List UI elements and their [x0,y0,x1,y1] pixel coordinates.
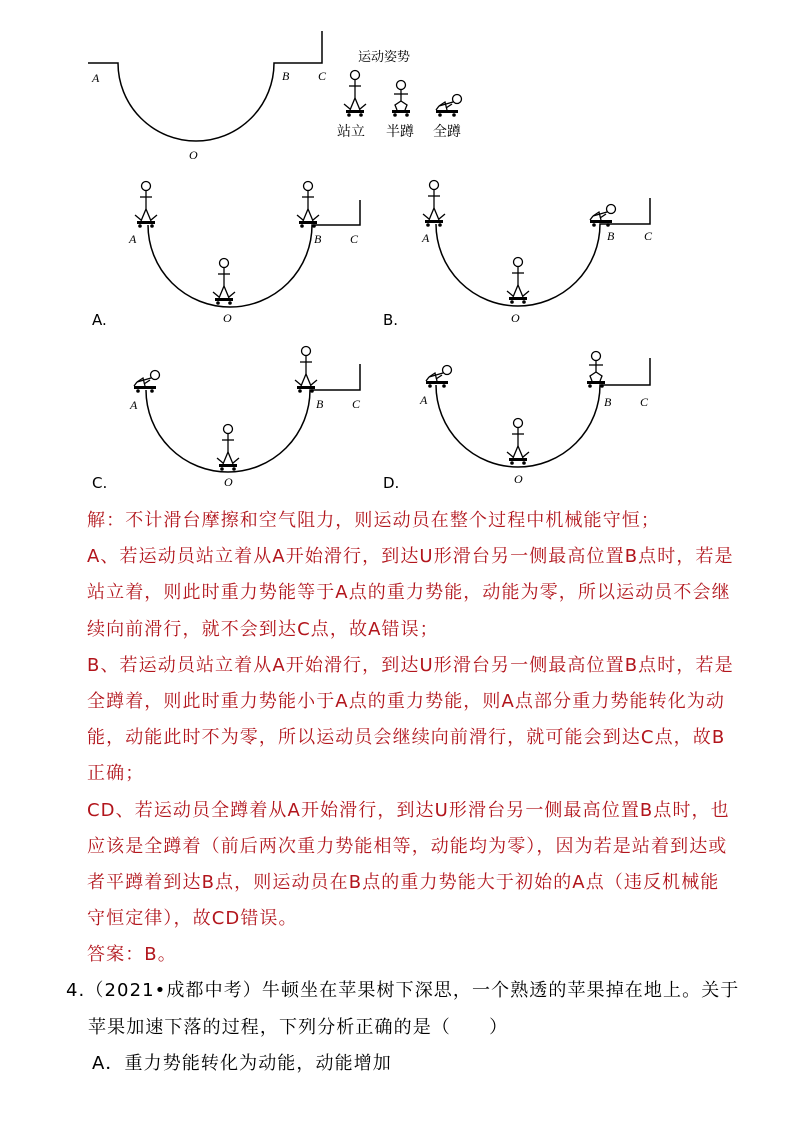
svg-text:B: B [607,229,615,243]
solution-intro: 解：不计滑台摩擦和空气阻力，则运动员在整个过程中机械能守恒； [87,510,660,531]
svg-text:O: O [224,475,233,489]
solution-paragraph-a: A、若运动员站立着从A开始滑行，到达U形滑台另一侧最高位置B点时，若是站立着，则此时重力势能等于A点的重力势能，动能为零，所以运动员不会继续向前滑行，就不会到达C点，故A错误； [87,546,734,640]
option-d-figure [419,352,650,487]
option-a-label: A. [92,311,107,329]
option-c-figure [129,347,361,490]
stand-posture-icon [344,71,366,117]
svg-text:A: A [420,393,428,407]
question-4-stem: 4.（2021•成都中考）牛顿坐在苹果树下深思，一个熟透的苹果掉在地上。关于苹果加速下落的过程，下列分析正确的是（ ） [66,980,740,1038]
label-c: C [318,69,327,83]
option-a-figure [128,182,360,326]
svg-text:A: A [130,398,138,412]
option-b-figure [421,181,653,326]
legend-title: 运动姿势 [358,50,411,65]
legend-full-label: 全蹲 [433,124,461,140]
ramp-main [88,31,322,141]
option-d-label: D. [383,474,400,492]
svg-text:O: O [514,472,523,486]
svg-text:A: A [129,232,137,246]
option-b-label: B. [383,311,399,329]
svg-text:C: C [350,232,359,246]
svg-text:A: A [422,231,430,245]
svg-text:B: B [314,232,322,246]
solution-paragraph-b: B、若运动员站立着从A开始滑行，到达U形滑台另一侧最高位置B点时，若是全蹲着，则此时重力势能小于A点的重力势能，则A点部分重力势能转化为动能，动能此时不为零，所以运动员会继续向前滑行，就可能会到达C点，故B正确； [87,654,734,785]
half-squat-posture-icon [392,81,410,117]
legend-stand-label: 站立 [337,124,365,140]
solution-answer: 答案：B。 [87,944,177,966]
svg-text:O: O [511,311,520,325]
label-a: A [92,71,100,85]
full-squat-posture-icon [436,95,462,117]
legend-half-label: 半蹲 [386,124,414,140]
option-c-label: C. [92,474,108,492]
question-4 [66,973,746,1083]
label-o: O [189,148,198,162]
svg-text:B: B [604,395,612,409]
svg-text:C: C [640,395,649,409]
solution-block [87,503,737,974]
svg-text:C: C [644,229,653,243]
svg-text:O: O [223,311,232,325]
label-b: B [282,69,290,83]
skateboard-u-ramp-figure [0,0,794,500]
solution-paragraph-cd: CD、若运动员全蹲着从A开始滑行，到达U形滑台另一侧最高位置B点时，也应该是全蹲着（前后两次重力势能相等，动能均为零），因为若是站着到达或者平蹲着到达B点，则运动员在B点的重力势能大于初始的A点（违反机械能守恒定律），故CD错误。 [87,799,730,930]
question-4-option-a: A．重力势能转化为动能，动能增加 [92,1053,392,1074]
svg-text:C: C [352,397,361,411]
svg-text:B: B [316,397,324,411]
